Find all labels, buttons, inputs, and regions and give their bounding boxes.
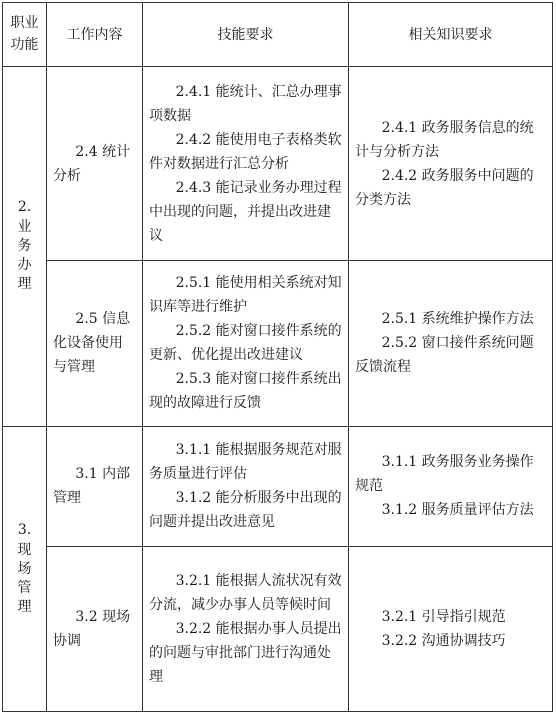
header-skill: 技能要求: [143, 3, 349, 67]
function-number: 3.: [17, 521, 32, 538]
work-cell: [47, 261, 143, 426]
header-knowledge: 相关知识要求: [349, 3, 553, 67]
work-text: 3.1 内部管理: [53, 466, 131, 507]
function-number: 2.: [17, 199, 32, 216]
skill-item: 2.4.1 能统计、汇总办理事项数据: [149, 83, 342, 124]
header-function: 职业功能: [3, 3, 47, 67]
skill-item: 3.2.1 能根据人流状况有效分流，减少办事人员等候时间: [149, 572, 342, 613]
work-cell: [47, 426, 143, 546]
skill-item: 3.1.1 能根据服务规范对服务质量进行评估: [149, 442, 342, 483]
skill-item: 2.5.3 能对窗口接件系统出现的故障进行反馈: [149, 371, 342, 412]
knowledge-item: 3.2.1 引导指引规范: [381, 608, 506, 625]
knowledge-item: 3.2.2 沟通协调技巧: [381, 632, 506, 649]
function-name: 现场管理: [17, 541, 32, 615]
work-cell: [47, 546, 143, 711]
skill-cell: [143, 261, 349, 426]
skill-cell: [143, 67, 349, 261]
skill-item: 2.5.2 能对窗口接件系统的更新、优化提出改进建议: [149, 323, 342, 364]
function-cell-onsite: [3, 426, 47, 711]
header-work: 工作内容: [47, 3, 143, 67]
header-row: [3, 3, 553, 67]
knowledge-cell: [349, 426, 553, 546]
skill-item: 2.4.2 能使用电子表格类软件对数据进行汇总分析: [149, 131, 342, 172]
table-row: [3, 67, 553, 261]
work-text: 3.2 现场协调: [53, 608, 131, 649]
table-row: [3, 546, 553, 711]
table-row: [3, 261, 553, 426]
work-text: 2.5 信息化设备使用与管理: [53, 311, 131, 376]
table-row: [3, 426, 553, 546]
knowledge-cell: [349, 67, 553, 261]
knowledge-item: 3.1.1 政务服务业务操作规范: [355, 454, 534, 495]
function-name: 业务办理: [17, 219, 32, 293]
knowledge-cell: [349, 546, 553, 711]
work-text: 2.4 统计分析: [53, 143, 131, 184]
skills-table: [2, 2, 553, 712]
knowledge-item: 2.5.1 系统维护操作方法: [381, 311, 534, 328]
skill-item: 2.4.3 能记录业务办理过程中出现的问题，并提出改进建议: [149, 179, 342, 244]
skill-item: 3.2.2 能根据办事人员提出的问题与审批部门进行沟通处理: [149, 620, 342, 685]
work-cell: [47, 67, 143, 261]
skill-item: 2.5.1 能使用相关系统对知识库等进行维护: [149, 275, 342, 316]
skill-cell: [143, 546, 349, 711]
skill-cell: [143, 426, 349, 546]
knowledge-item: 2.4.1 政务服务信息的统计与分析方法: [355, 119, 534, 160]
knowledge-item: 3.1.2 服务质量评估方法: [381, 502, 534, 519]
knowledge-cell: [349, 261, 553, 426]
skill-item: 3.1.2 能分析服务中出现的问题并提出改进意见: [149, 490, 342, 531]
knowledge-item: 2.5.2 窗口接件系统问题反馈流程: [355, 335, 534, 376]
function-cell-business: [3, 67, 47, 426]
knowledge-item: 2.4.2 政务服务中问题的分类方法: [355, 167, 534, 208]
